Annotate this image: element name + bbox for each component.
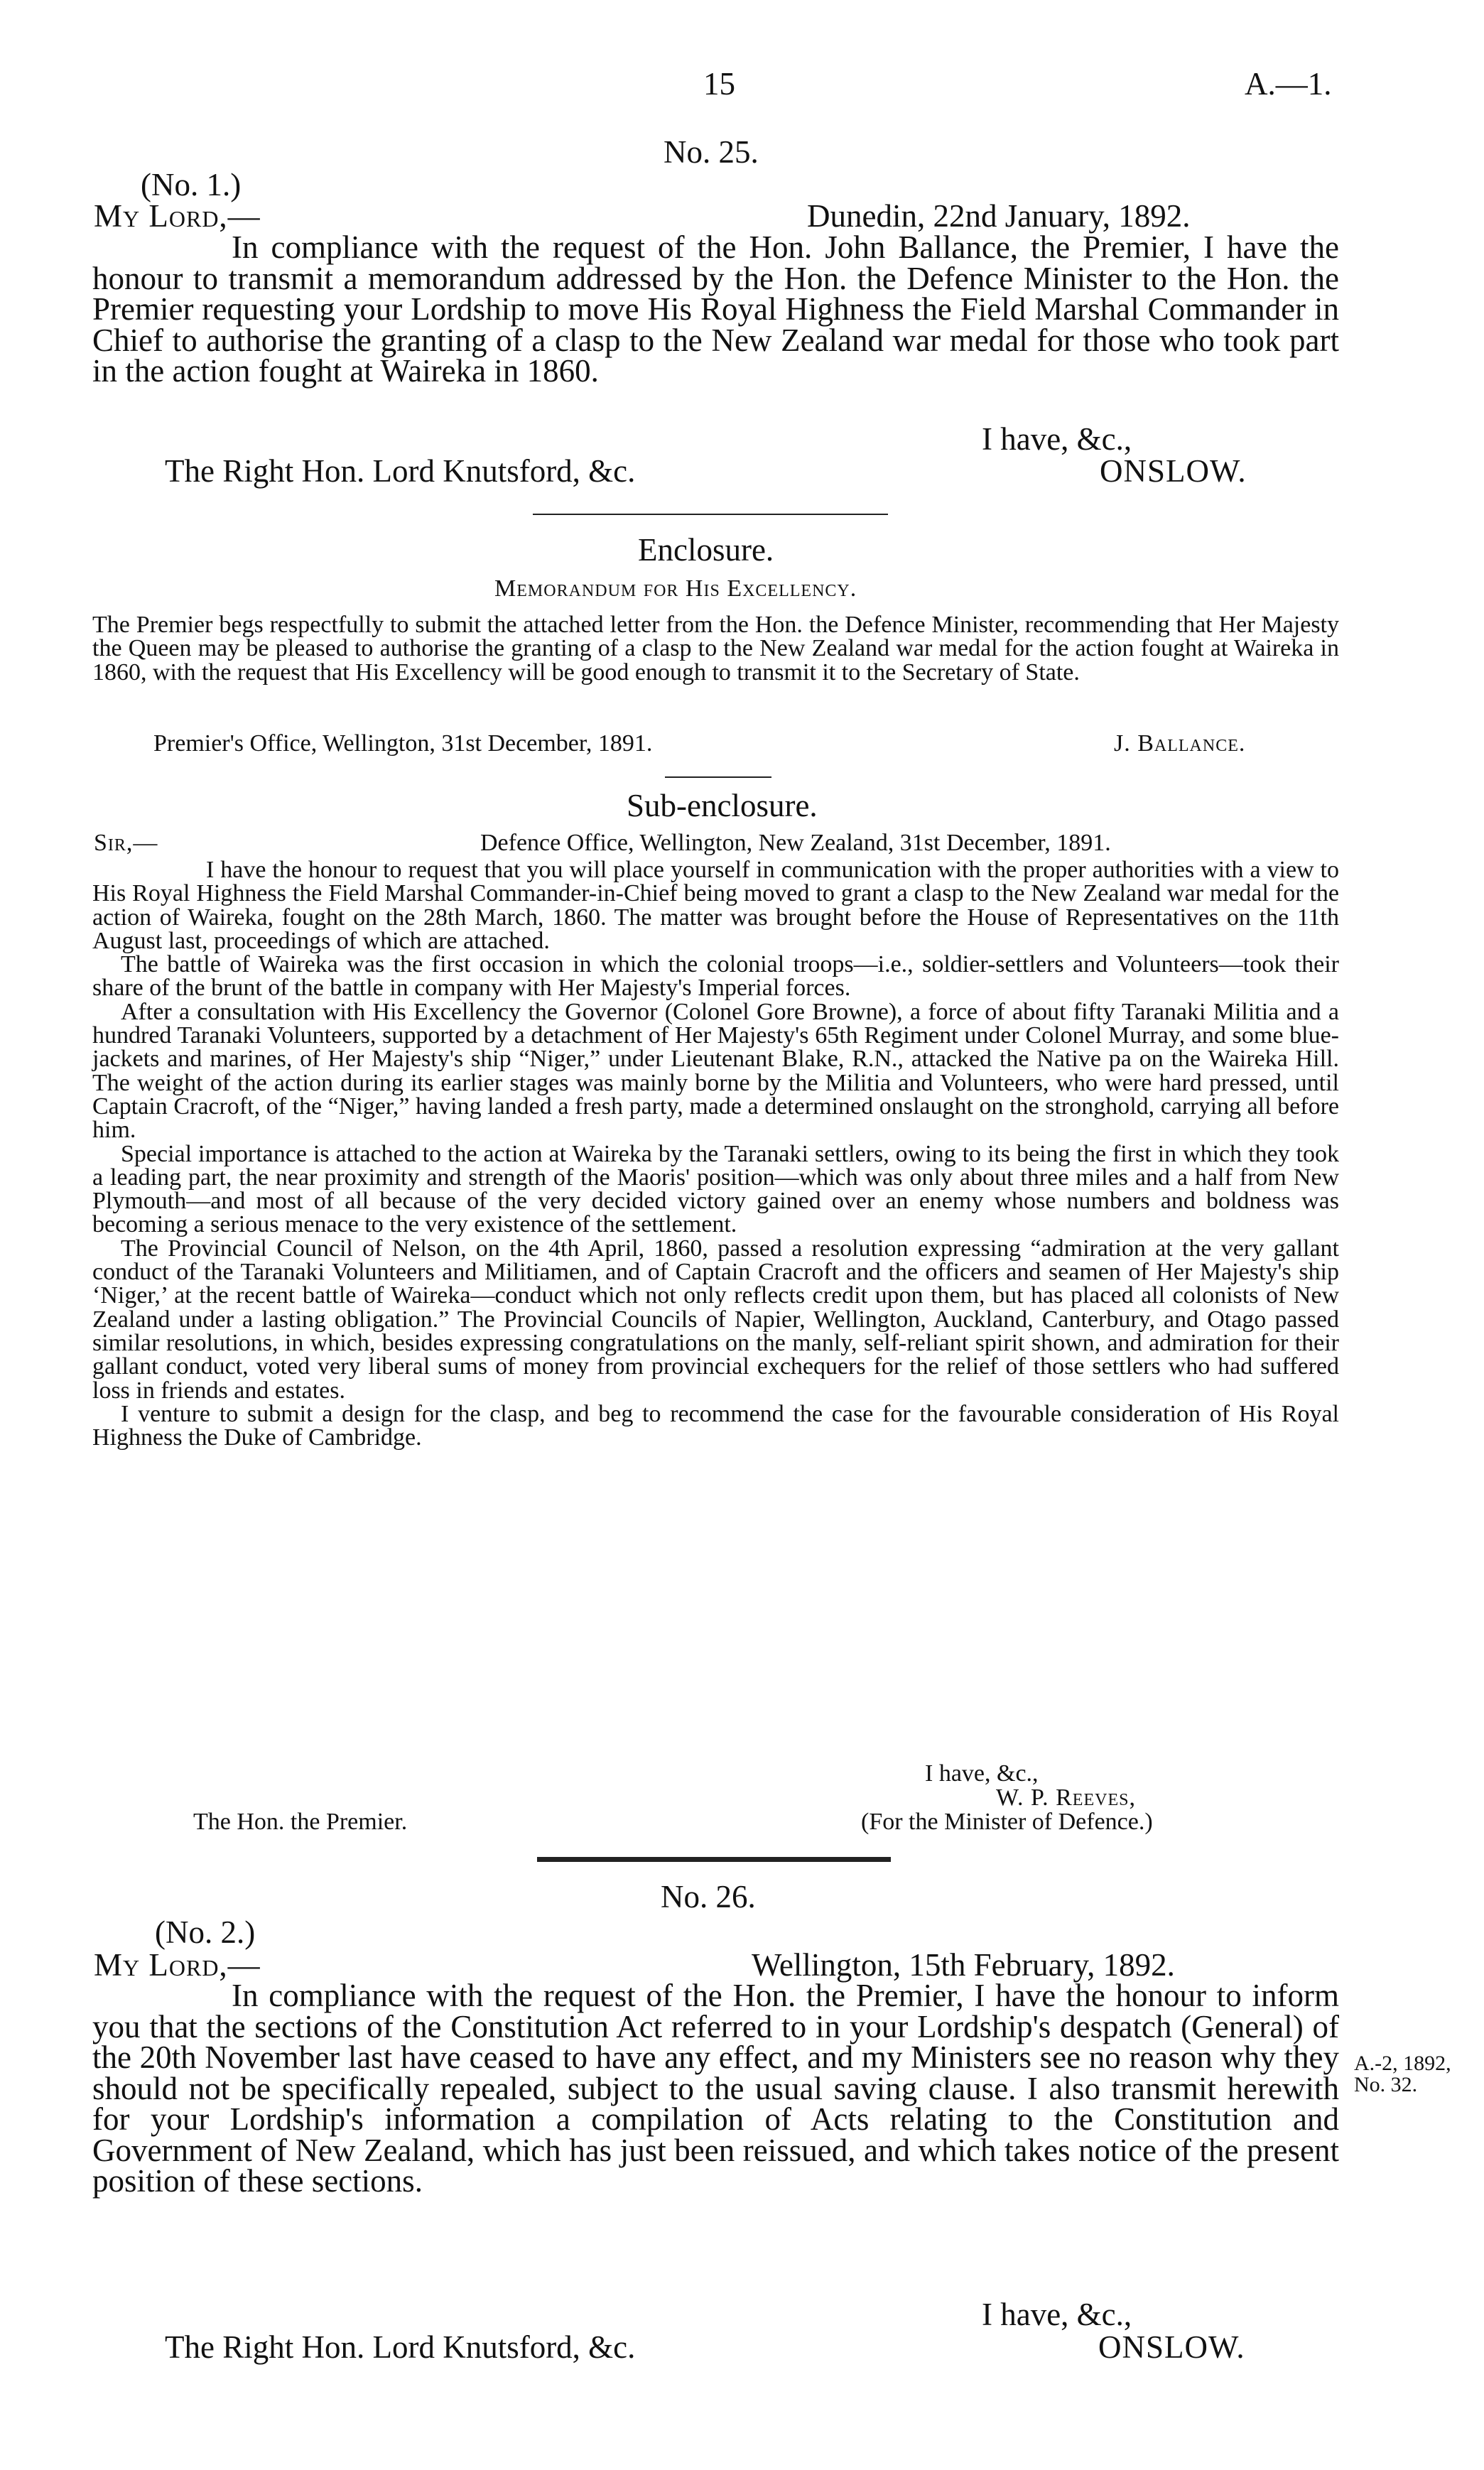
sub-enclosure-paragraph-1: I have the honour to request that you will place yourself in communication with the proper authorities with a view to His Royal Highness the Field Marshal Commander-in-Chief being moved to grant a clasp to the New Zealand war medal for the action of Waireka, fought on the 28th March, 1860. The matter was brought before the House of Representatives on the 11th August last, proceedings of which are attached. <box>92 857 1339 954</box>
dispatch-25-number: No. 25. <box>664 134 759 170</box>
dispatch-25-addressee: The Right Hon. Lord Knutsford, &c. <box>165 453 636 489</box>
enclosure-heading: Enclosure. <box>638 532 774 568</box>
sub-enclosure-paragraph-5: The Provincial Council of Nelson, on the 4th April, 1860, passed a resolution expressing “admiration at the very gallant conduct of the Taranaki Volunteers and Militiamen, and of Captain Cracroft and the officers and seamen of Her Majesty's ship ‘Niger,’ at the recent battle of Waireka—conduct which not only reflects credit upon them, but has placed all colonists of New Zealand under a lasting obligation.” The Provincial Councils of Napier, Wellington, Auckland, Canterbury, and Otago passed similar resolutions, in which, besides expressing congratulations on the manly, self-reliant spirit shown, and admiration for their gallant conduct, voted very liberal sums of money from provincial exchequers for the relief of those settlers who had suffered loss in friends and estates. <box>92 1235 1339 1404</box>
margin-note-2: No. 32. <box>1354 2073 1418 2096</box>
sub-enclosure-signatory: W. P. Reeves, <box>996 1784 1136 1811</box>
sub-enclosure-paragraph-2: The battle of Waireka was the first occasion in which the colonial troops—i.e., soldier-settlers and Volunteers—took their share of the brunt of the battle in company with Her Majesty's Imperial forces. <box>92 951 1339 1002</box>
dispatch-25-place-date: Dunedin, 22nd January, 1892. <box>807 198 1191 234</box>
sub-enclosure-closing: I have, &c., <box>925 1760 1039 1787</box>
dispatch-25-body: In compliance with the request of the Hon. John Ballance, the Premier, I have the honour to transmit a memorandum addressed by the Hon. the Defence Minister to the Hon. the Premier requesting your Lordship to move His Royal Highness the Field Marshal Commander in Chief to authorise the granting of a clasp to the New Zealand war medal for those who took part in the action fought at Waireka in 1860. <box>92 229 1339 389</box>
sub-enclosure-salutation: Sir,— <box>94 830 158 856</box>
sub-enclosure-paragraph-6: I venture to submit a design for the clasp, and beg to recommend the case for the favourable consideration of His Royal Highness the Duke of Cambridge. <box>92 1400 1339 1451</box>
dispatch-26-salutation: My Lord,— <box>94 1947 261 1983</box>
dispatch-26-body: In compliance with the request of the Hon. the Premier, I have the honour to inform you that the sections of the Constitution Act referred to in your Lordship's despatch (General) of the 20th November last have ceased to have any effect, and my Ministers see no reason why they should not be specifically repealed, subject to the usual saving clause. I also transmit herewith for your Lordship's information a compilation of Acts relating to the Constitution and Government of New Zealand, which has just been reissued, and which takes notice of the present position of these sections. <box>92 1978 1339 2199</box>
sub-enclosure-paragraph-4: Special importance is attached to the action at Waireka by the Taranaki settlers, owing to its being the first in which they took a leading part, the near proximity and strength of the Maoris' position—which was only about three miles and a half from New Plymouth—and most of all because of the very decided victory gained over an enemy whose numbers and boldness was becoming a serious menace to the very existence of the settlement. <box>92 1140 1339 1238</box>
dispatch-25-body-block <box>92 229 1339 389</box>
sub-enclosure-place-date: Defence Office, Wellington, New Zealand, 31st December, 1891. <box>480 830 1111 856</box>
enclosure-subheading: Memorandum for His Excellency. <box>494 575 857 602</box>
sub-enclosure-addressee: The Hon. the Premier. <box>193 1809 408 1835</box>
sub-enclosure-heading: Sub-enclosure. <box>627 788 818 823</box>
dispatch-26-body-block <box>92 1978 1339 2199</box>
divider-rule-2 <box>665 776 771 778</box>
enclosure-body: The Premier begs respectfully to submit the attached letter from the Hon. the Defence Minister, recommending that Her Majesty the Queen may be pleased to authorise the granting of a clasp to the New Zealand war medal for the action fought at Waireka in 1860, with the request that His Excellency will be good enough to transmit it to the Secretary of State. <box>92 612 1339 686</box>
dispatch-26-addressee: The Right Hon. Lord Knutsford, &c. <box>165 2329 636 2365</box>
enclosure-body-block <box>92 613 1339 684</box>
page-number: 15 <box>703 66 735 102</box>
dispatch-26-place-date: Wellington, 15th February, 1892. <box>752 1947 1175 1983</box>
sub-enclosure-signatory-role: (For the Minister of Defence.) <box>861 1809 1153 1835</box>
dispatch-25-sub-number: (No. 1.) <box>141 167 242 202</box>
enclosure-office-date: Premier's Office, Wellington, 31st December, 1891. <box>153 730 653 757</box>
dispatch-25-salutation: My Lord,— <box>94 198 261 234</box>
sub-enclosure-letter <box>92 858 1339 1449</box>
dispatch-26-number: No. 26. <box>661 1879 756 1914</box>
divider-rule-3 <box>537 1857 891 1862</box>
margin-note-1: A.-2, 1892, <box>1354 2052 1451 2075</box>
sub-enclosure-paragraph-3: After a consultation with His Excellency the Governor (Colonel Gore Browne), a force of about fifty Taranaki Militia and a hundred Taranaki Volunteers, supported by a detachment of Her Majesty's 65th Regiment under Colonel Murray, and some blue-jackets and marines, of Her Majesty's ship “Niger,” under Lieutenant Blake, R.N., attacked the Native pa on the Waireka Hill. The weight of the action during its earlier stages was mainly borne by the Militia and Volunteers, who were hard pressed, until Captain Cracroft, of the “Niger,” having landed a fresh party, made a determined onslaught on the stronghold, carrying all before him. <box>92 998 1339 1144</box>
dispatch-25-closing: I have, &c., <box>982 421 1132 457</box>
enclosure-signature: J. Ballance. <box>1114 730 1246 757</box>
dispatch-25-signature: ONSLOW. <box>1100 453 1247 489</box>
dispatch-26-sub-number: (No. 2.) <box>155 1914 256 1950</box>
dispatch-26-closing: I have, &c., <box>982 2297 1132 2332</box>
series-label: A.—1. <box>1245 66 1332 102</box>
divider-rule-1 <box>533 514 888 515</box>
dispatch-26-signature: ONSLOW. <box>1098 2329 1245 2365</box>
